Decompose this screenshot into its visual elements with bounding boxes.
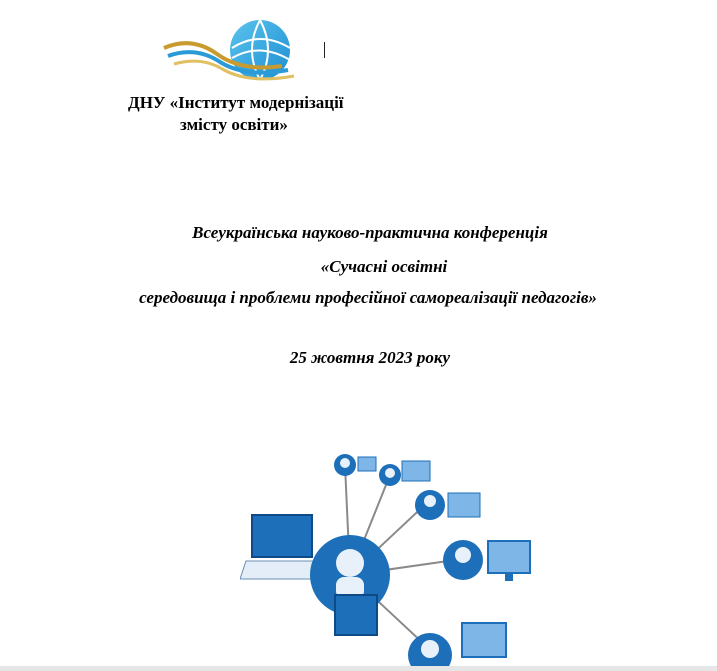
conference-date: 25 жовтня 2023 року	[289, 348, 451, 367]
text-cursor-mark	[324, 42, 325, 58]
institute-name-line1: ДНУ «Інститут модернізації	[128, 93, 344, 112]
conference-title-line2: середовища і проблеми професійної самореалізації педагогів»	[139, 288, 597, 307]
institute-name-line2: змісту освіти»	[180, 115, 288, 134]
globe-wave-logo-icon	[162, 18, 302, 93]
conference-title-line1: «Сучасні освітні	[320, 257, 448, 276]
conference-type: Всеукраїнська науково-практична конференція	[192, 223, 548, 242]
institute-name	[120, 92, 380, 136]
page-bottom-divider	[0, 666, 717, 671]
network-users-icon	[240, 445, 560, 671]
